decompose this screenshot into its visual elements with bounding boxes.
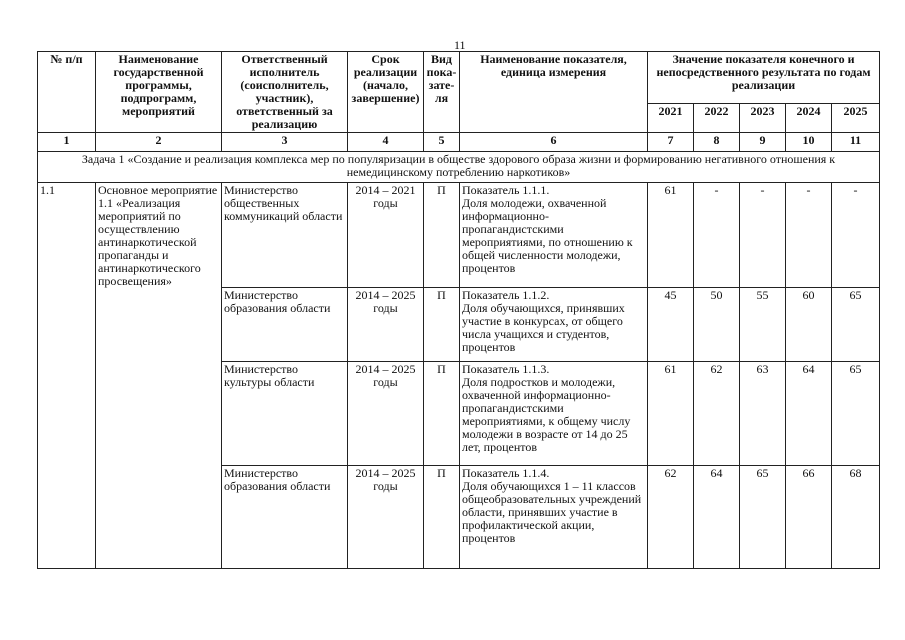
type-cell: П <box>424 466 460 569</box>
indicator-title: Показатель 1.1.4. <box>462 466 550 480</box>
indicator-desc: Доля обучающихся 1 – 11 классов общеобразовательных учреждений области, принявших участие в профилактической акции, процентов <box>462 479 642 545</box>
value-cell: - <box>694 183 740 288</box>
header-indicator: Наименование показателя, единица измерения <box>460 52 648 133</box>
value-cell: 63 <box>740 362 786 466</box>
value-cell: 65 <box>832 362 880 466</box>
value-cell: 62 <box>648 466 694 569</box>
indicator-cell <box>460 183 648 288</box>
period-cell: 2014 – 2025 годы <box>348 362 424 466</box>
column-number: 7 <box>648 133 694 152</box>
item-name: Основное мероприятие 1.1 «Реализация мероприятий по осуществлению антинаркотической пропаганды и антинаркотического просвещения» <box>96 183 222 569</box>
column-number: 1 <box>38 133 96 152</box>
indicator-desc: Доля молодежи, охваченной информационно-пропагандистскими мероприятиями, по отношению к общей численности молодежи, процентов <box>462 196 633 275</box>
value-cell: 45 <box>648 288 694 362</box>
header-period: Срок реализации (начало, завершение) <box>348 52 424 133</box>
column-number: 6 <box>460 133 648 152</box>
period-cell: 2014 – 2025 годы <box>348 466 424 569</box>
indicator-cell <box>460 362 648 466</box>
indicator-desc: Доля подростков и молодежи, охваченной информационно-пропагандистскими мероприятиями, к общему числу молодежи в возрасте от 14 до 25 лет, процентов <box>462 375 631 454</box>
item-number: 1.1 <box>38 183 96 569</box>
executor-cell: Министерство общественных коммуникаций области <box>222 183 348 288</box>
header-name: Наименование государственной программы, подпрограмм, мероприятий <box>96 52 222 133</box>
executor-cell: Министерство культуры области <box>222 362 348 466</box>
type-cell: П <box>424 362 460 466</box>
indicator-cell <box>460 466 648 569</box>
value-cell: 50 <box>694 288 740 362</box>
header-values-group: Значение показателя конечного и непосредственного результата по годам реализации <box>648 52 880 104</box>
header-year: 2025 <box>832 104 880 133</box>
value-cell: - <box>786 183 832 288</box>
column-number: 8 <box>694 133 740 152</box>
header-year: 2024 <box>786 104 832 133</box>
executor-cell: Министерство образования области <box>222 466 348 569</box>
column-number: 11 <box>832 133 880 152</box>
table-row <box>38 183 880 288</box>
period-cell: 2014 – 2025 годы <box>348 288 424 362</box>
value-cell: 66 <box>786 466 832 569</box>
value-cell: 65 <box>740 466 786 569</box>
header-executor: Ответственный исполнитель (соисполнитель, участник), ответственный за реализацию <box>222 52 348 133</box>
value-cell: 55 <box>740 288 786 362</box>
indicator-desc: Доля обучающихся, принявших участие в конкурсах, от общего числа учащихся и студентов, процентов <box>462 301 625 354</box>
value-cell: 61 <box>648 362 694 466</box>
period-cell: 2014 – 2021 годы <box>348 183 424 288</box>
column-number: 10 <box>786 133 832 152</box>
value-cell: - <box>740 183 786 288</box>
value-cell: 61 <box>648 183 694 288</box>
column-number: 3 <box>222 133 348 152</box>
indicator-cell <box>460 288 648 362</box>
value-cell: 60 <box>786 288 832 362</box>
header-year: 2022 <box>694 104 740 133</box>
column-number: 9 <box>740 133 786 152</box>
indicator-title: Показатель 1.1.1. <box>462 183 550 197</box>
indicators-table <box>37 51 880 569</box>
executor-cell: Министерство образования области <box>222 288 348 362</box>
value-cell: 62 <box>694 362 740 466</box>
header-num: № п/п <box>38 52 96 133</box>
type-cell: П <box>424 183 460 288</box>
type-cell: П <box>424 288 460 362</box>
header-year: 2021 <box>648 104 694 133</box>
column-number: 4 <box>348 133 424 152</box>
value-cell: 64 <box>694 466 740 569</box>
page-number: 11 <box>454 38 466 52</box>
indicator-title: Показатель 1.1.2. <box>462 288 550 302</box>
header-year: 2023 <box>740 104 786 133</box>
header-type: Вид пока-зате-ля <box>424 52 460 133</box>
value-cell: 65 <box>832 288 880 362</box>
indicator-title: Показатель 1.1.3. <box>462 362 550 376</box>
value-cell: - <box>832 183 880 288</box>
column-number: 5 <box>424 133 460 152</box>
value-cell: 64 <box>786 362 832 466</box>
value-cell: 68 <box>832 466 880 569</box>
column-number: 2 <box>96 133 222 152</box>
task-heading: Задача 1 «Создание и реализация комплекса мер по популяризации в обществе здорового образа жизни и формированию негативного отношения к немедицинскому потреблению наркотиков» <box>38 152 880 183</box>
